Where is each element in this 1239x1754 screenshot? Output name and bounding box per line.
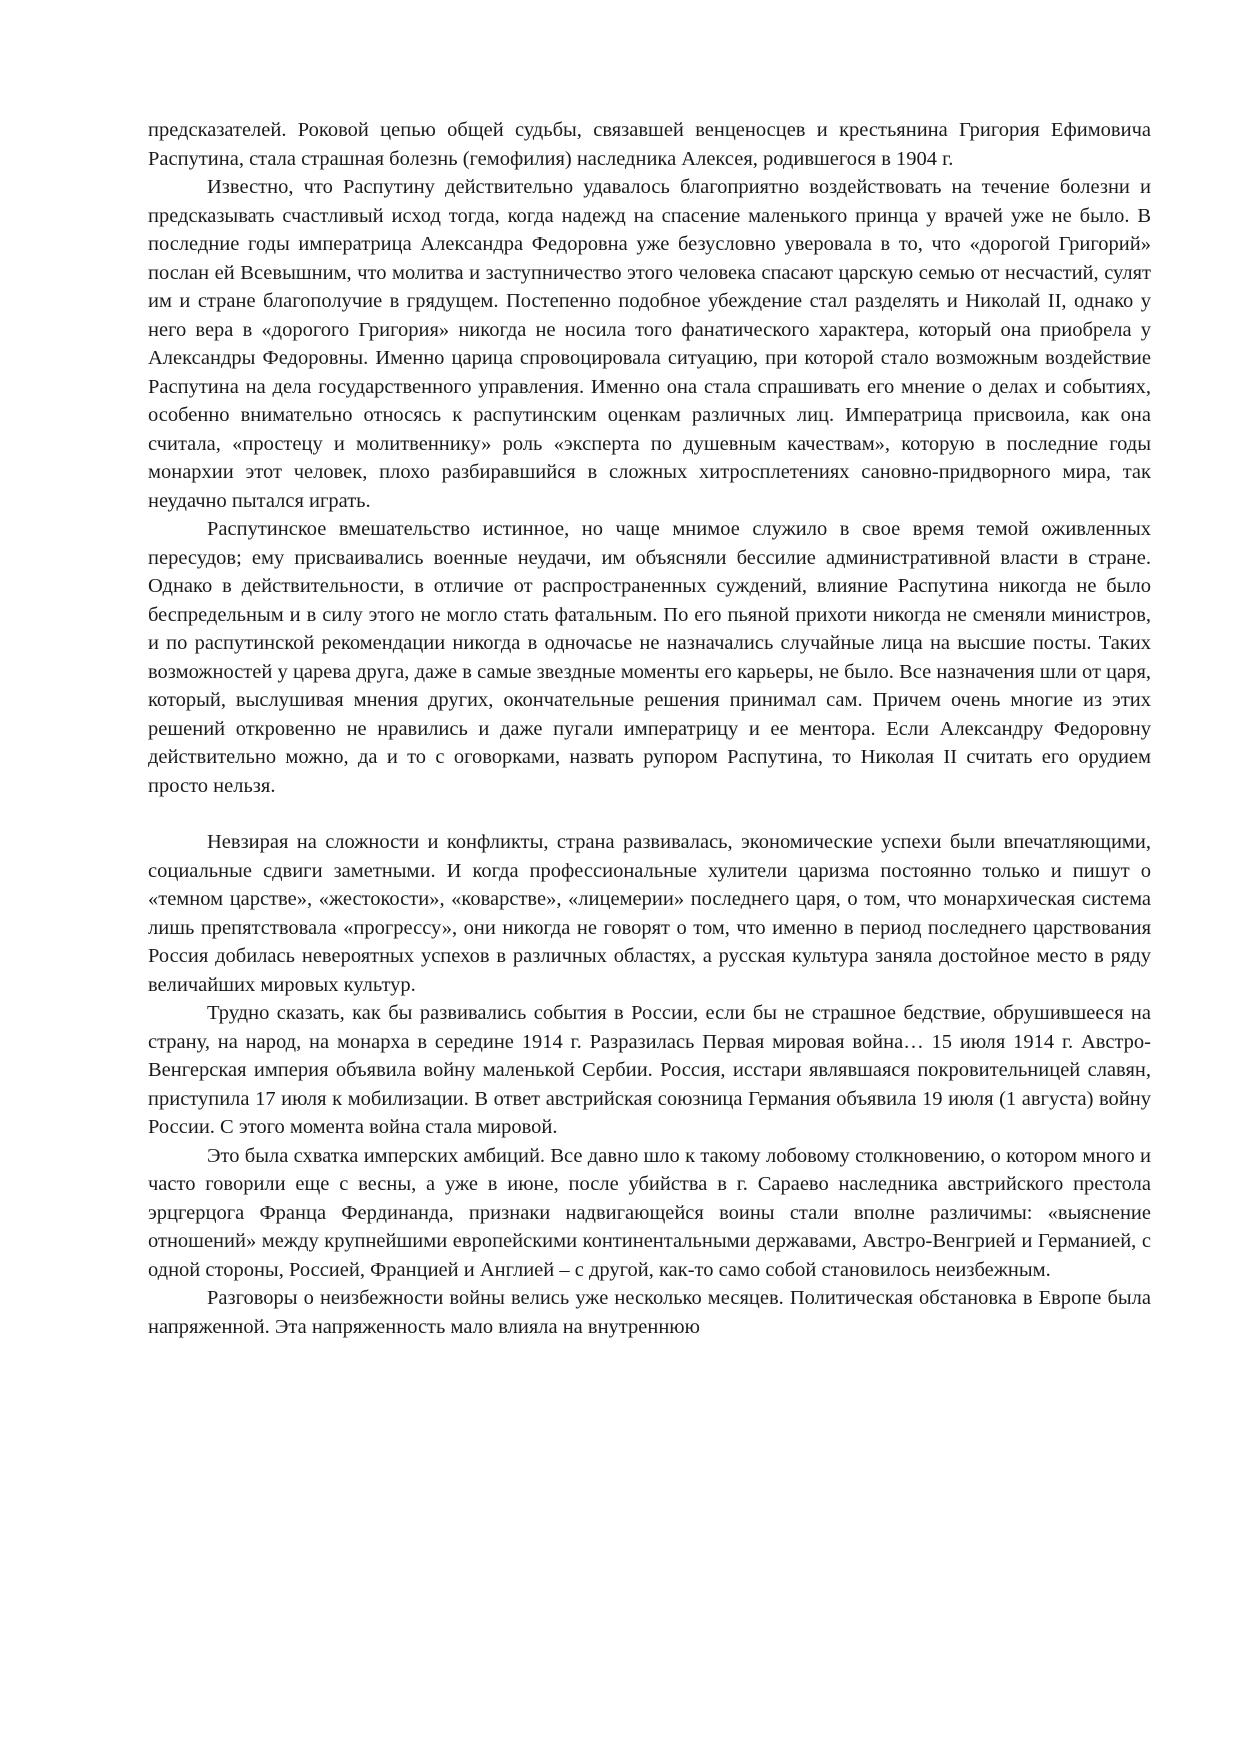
paragraph-7: Разговоры о неизбежности войны велись уже несколько месяцев. Политическая обстановка в Европе была напряженной. Эта напряженность мало влияла на внутреннюю [148, 1287, 1151, 1338]
paragraph-gap [148, 800, 1151, 828]
paragraph-4: Невзирая на сложности и конфликты, страна развивалась, экономические успехи были впечатляющими, социальные сдвиги заметными. И когда профессиональные хулители царизма постоянно только и пишут о «темном царстве», «жестокости», «коварстве», «лицемерии» последнего царя, о том, что монархическая система лишь препятствовала «прогрессу», они никогда не говорят о том, что именно в период последнего царствования Россия добилась невероятных успехов в различных областях, а русская культура заняла достойное место в ряду величайших мировых культур. [148, 831, 1151, 996]
paragraph-2: Известно, что Распутину действительно удавалось благоприятно воздействовать на течение болезни и предсказывать счастливый исход тогда, когда надежд на спасение маленького принца у врачей уже не было. В последние годы императрица Александра Федоровна уже безусловно уверовала в то, что «дорогой Григорий» послан ей Всевышним, что молитва и заступничество этого человека спасают царскую семью от несчастий, сулят им и стране благополучие в грядущем. Постепенно подобное убеждение стал разделять и Николай II, однако у него вера в «дорогого Григория» никогда не носила того фанатического характера, который она приобрела у Александры Федоровны. Именно царица спровоцировала ситуацию, при которой стало возможным воздействие Распутина на дела государственного управления. Именно она стала спрашивать его мнение о делах и событиях, особенно внимательно относясь к распутинским оценкам различных лиц. Императрица присвоила, как она считала, «простецу и молитвеннику» роль «эксперта по душевным качествам», которую в последние годы монархии этот человек, плохо разбиравшийся в сложных хитросплетениях сановно-придворного мира, так неудачно пытался играть. [148, 176, 1151, 512]
paragraph-1: предсказателей. Роковой цепью общей судьбы, связавшей венценосцев и крестьянина Григория Ефимовича Распутина, стала страшная болезнь (гемофилия) наследника Алексея, родившегося в 1904 г. [148, 119, 1151, 170]
paragraph-3: Распутинское вмешательство истинное, но чаще мнимое служило в свое время темой оживленных пересудов; ему присваивались военные неудачи, им объясняли бессилие административной власти в стране. Однако в действительности, в отличие от распространенных суждений, влияние Распутина никогда не было беспредельным и в силу этого не могло стать фатальным. По его пьяной прихоти никогда не сменяли министров, и по распутинской рекомендации никогда в одночасье не назначались случайные лица на высшие посты. Таких возможностей у царева друга, даже в самые звездные моменты его карьеры, не было. Все назначения шли от царя, который, выслушивая мнения других, окончательные решения принимал сам. Причем очень многие из этих решений откровенно не нравились и даже пугали императрицу и ее ментора. Если Александру Федоровну действительно можно, да и то с оговорками, назвать рупором Распутина, то Николая II считать его орудием просто нельзя. [148, 518, 1151, 797]
paragraph-6: Это была схватка имперских амбиций. Все давно шло к такому лобовому столкновению, о котором много и часто говорили еще с весны, а уже в июне, после убийства в г. Сараево наследника австрийского престола эрцгерцога Франца Фердинанда, признаки надвигающейся воины стали вполне различимы: «выяснение отношений» между крупнейшими европейскими континентальными державами, Австро-Венгрией и Германией, с одной стороны, Россией, Францией и Англией – с другой, как-то само собой становилось неизбежным. [148, 1144, 1151, 1281]
paragraph-5: Трудно сказать, как бы развивались события в России, если бы не страшное бедствие, обрушившееся на страну, на народ, на монарха в середине 1914 г. Разразилась Первая мировая война… 15 июля 1914 г. Австро-Венгерская империя объявила войну маленькой Сербии. Россия, исстари являвшаяся покровительницей славян, приступила 17 июля к мобилизации. В ответ австрийская союзница Германия объявила 19 июля (1 августа) войну России. С этого момента война стала мировой. [148, 1002, 1151, 1138]
document-page [148, 116, 1151, 1341]
